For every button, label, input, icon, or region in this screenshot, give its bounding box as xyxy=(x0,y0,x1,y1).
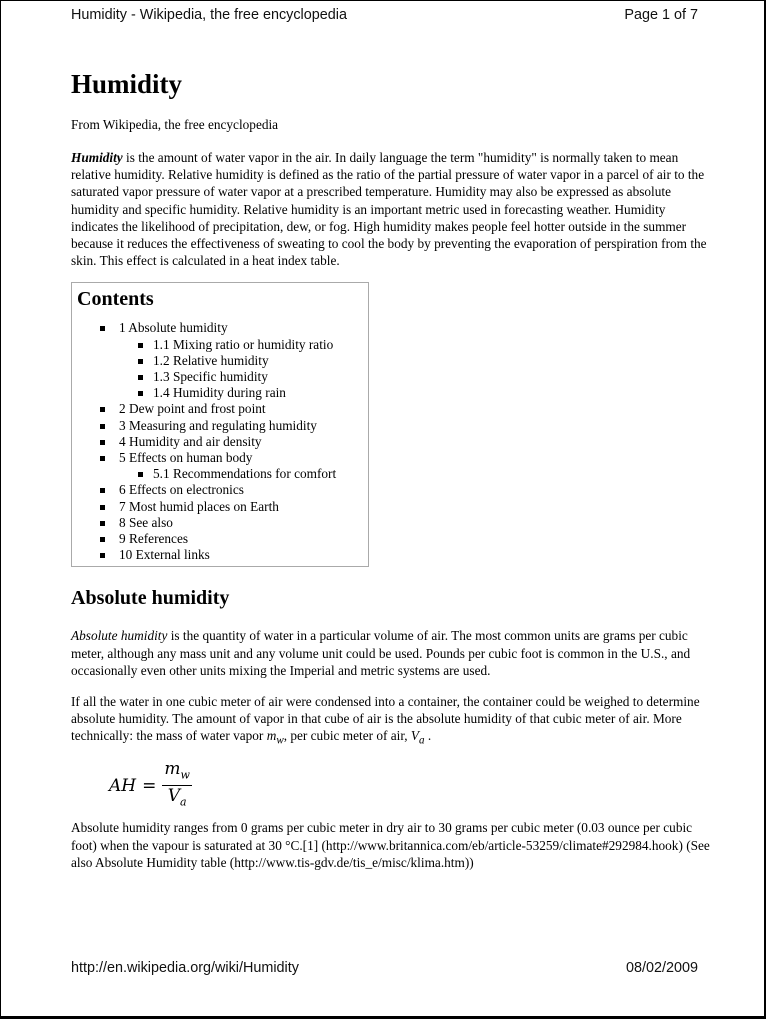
page-header xyxy=(71,7,698,23)
site-subtitle: From Wikipedia, the free encyclopedia xyxy=(71,117,279,132)
toc-item[interactable]: 3 Measuring and regulating humidity xyxy=(77,418,368,434)
page-indicator: Page 1 of 7 xyxy=(624,7,698,23)
toc-item[interactable]: 1.4 Humidity during rain xyxy=(77,385,368,401)
toc-item[interactable]: 1 Absolute humidity xyxy=(77,320,368,336)
mass-symbol: $m_w$ xyxy=(266,728,284,748)
formula-fraction xyxy=(162,760,192,813)
absolute-humidity-paragraph-1 xyxy=(71,627,711,679)
absolute-humidity-term: Absolute humidity xyxy=(71,628,168,644)
toc-item[interactable]: 1.2 Relative humidity xyxy=(77,353,368,369)
toc-item[interactable]: 9 References xyxy=(77,531,368,547)
formula-equals: = xyxy=(142,776,157,797)
absolute-humidity-paragraph-2 xyxy=(71,693,711,750)
paragraph-text: . xyxy=(424,728,432,744)
volume-symbol: $V_a$ xyxy=(410,728,425,748)
formula-numerator: $m_w$ xyxy=(162,760,192,786)
footer-date: 08/02/2009 xyxy=(625,960,698,976)
toc-item[interactable]: 6 Effects on electronics xyxy=(77,482,368,498)
intro-term: Humidity xyxy=(71,150,123,165)
paragraph-text: If all the water in one cubic meter of air were condensed into a container, the container could be weighed to determine absolute humidity. The amount of vapor in that cube of air is the absolute humidity of that cubic meter of air. More technically: the mass of water vapor xyxy=(71,694,700,744)
toc-item[interactable]: 10 External links xyxy=(77,547,368,563)
intro-text: is the amount of water vapor in the air. In daily language the term "humidity" is normally taken to mean relative humidity. Relative humidity is defined as the ratio of the partial pressure of water vapor in a parcel of air to the saturated vapor pressure of water vapor at a prescribed temperature. Humidity may also be expressed as absolute humidity and specific humidity. Relative humidity is an important metric used in forecasting weather. Humidity indicates the likelihood of precipitation, dew, or fog. High humidity makes people feel hotter outside in the summer because it reduces the effectiveness of sweating to cool the body by preventing the evaporation of perspiration from the skin. This effect is calculated in a heat index table. xyxy=(71,150,707,269)
page-title: Humidity xyxy=(71,69,183,99)
article-content xyxy=(71,65,711,871)
toc-item[interactable]: 8 See also xyxy=(77,515,368,531)
intro-paragraph xyxy=(71,149,711,269)
absolute-humidity-paragraph-3: Absolute humidity ranges from 0 grams per cubic meter in dry air to 30 grams per cubic meter (0.03 ounce per cubic foot) when the vapour is saturated at 30 °C.[1] (http://www.britannica.com/eb/article-53259/climate#292984.hook) (See also Absolute Humidity table (http://www.tis-gdv.de/tis_e/misc/klima.htm)) xyxy=(71,820,710,870)
toc-item[interactable]: 1.1 Mixing ratio or humidity ratio xyxy=(77,337,368,353)
paragraph-text: is the quantity of water in a particular volume of air. The most common units are grams per cubic meter, although any mass unit and any volume unit could be used. Pounds per cubic foot is common in the U.S., and occasionally even other units mixing the Imperial and metric systems are used. xyxy=(71,628,691,678)
formula-lhs: AH xyxy=(109,776,137,797)
toc-item[interactable]: 7 Most humid places on Earth xyxy=(77,499,368,515)
toc-item[interactable]: 2 Dew point and frost point xyxy=(77,401,368,417)
table-of-contents xyxy=(71,282,369,567)
toc-item[interactable]: 4 Humidity and air density xyxy=(77,434,368,450)
toc-item[interactable]: 1.3 Specific humidity xyxy=(77,369,368,385)
toc-list xyxy=(77,320,368,563)
absolute-humidity-formula xyxy=(109,758,711,809)
document-title: Humidity - Wikipedia, the free encyclopedia xyxy=(71,7,347,23)
toc-title: Contents xyxy=(77,288,154,311)
footer-url[interactable]: http://en.wikipedia.org/wiki/Humidity xyxy=(71,960,299,976)
toc-item[interactable]: 5.1 Recommendations for comfort xyxy=(77,466,368,482)
section-heading-absolute-humidity: Absolute humidity xyxy=(71,587,230,610)
formula-denominator: $V_a$ xyxy=(167,786,187,809)
toc-item[interactable]: 5 Effects on human body xyxy=(77,450,368,466)
page-footer xyxy=(71,960,698,976)
paragraph-text: , per cubic meter of air, xyxy=(283,728,411,744)
